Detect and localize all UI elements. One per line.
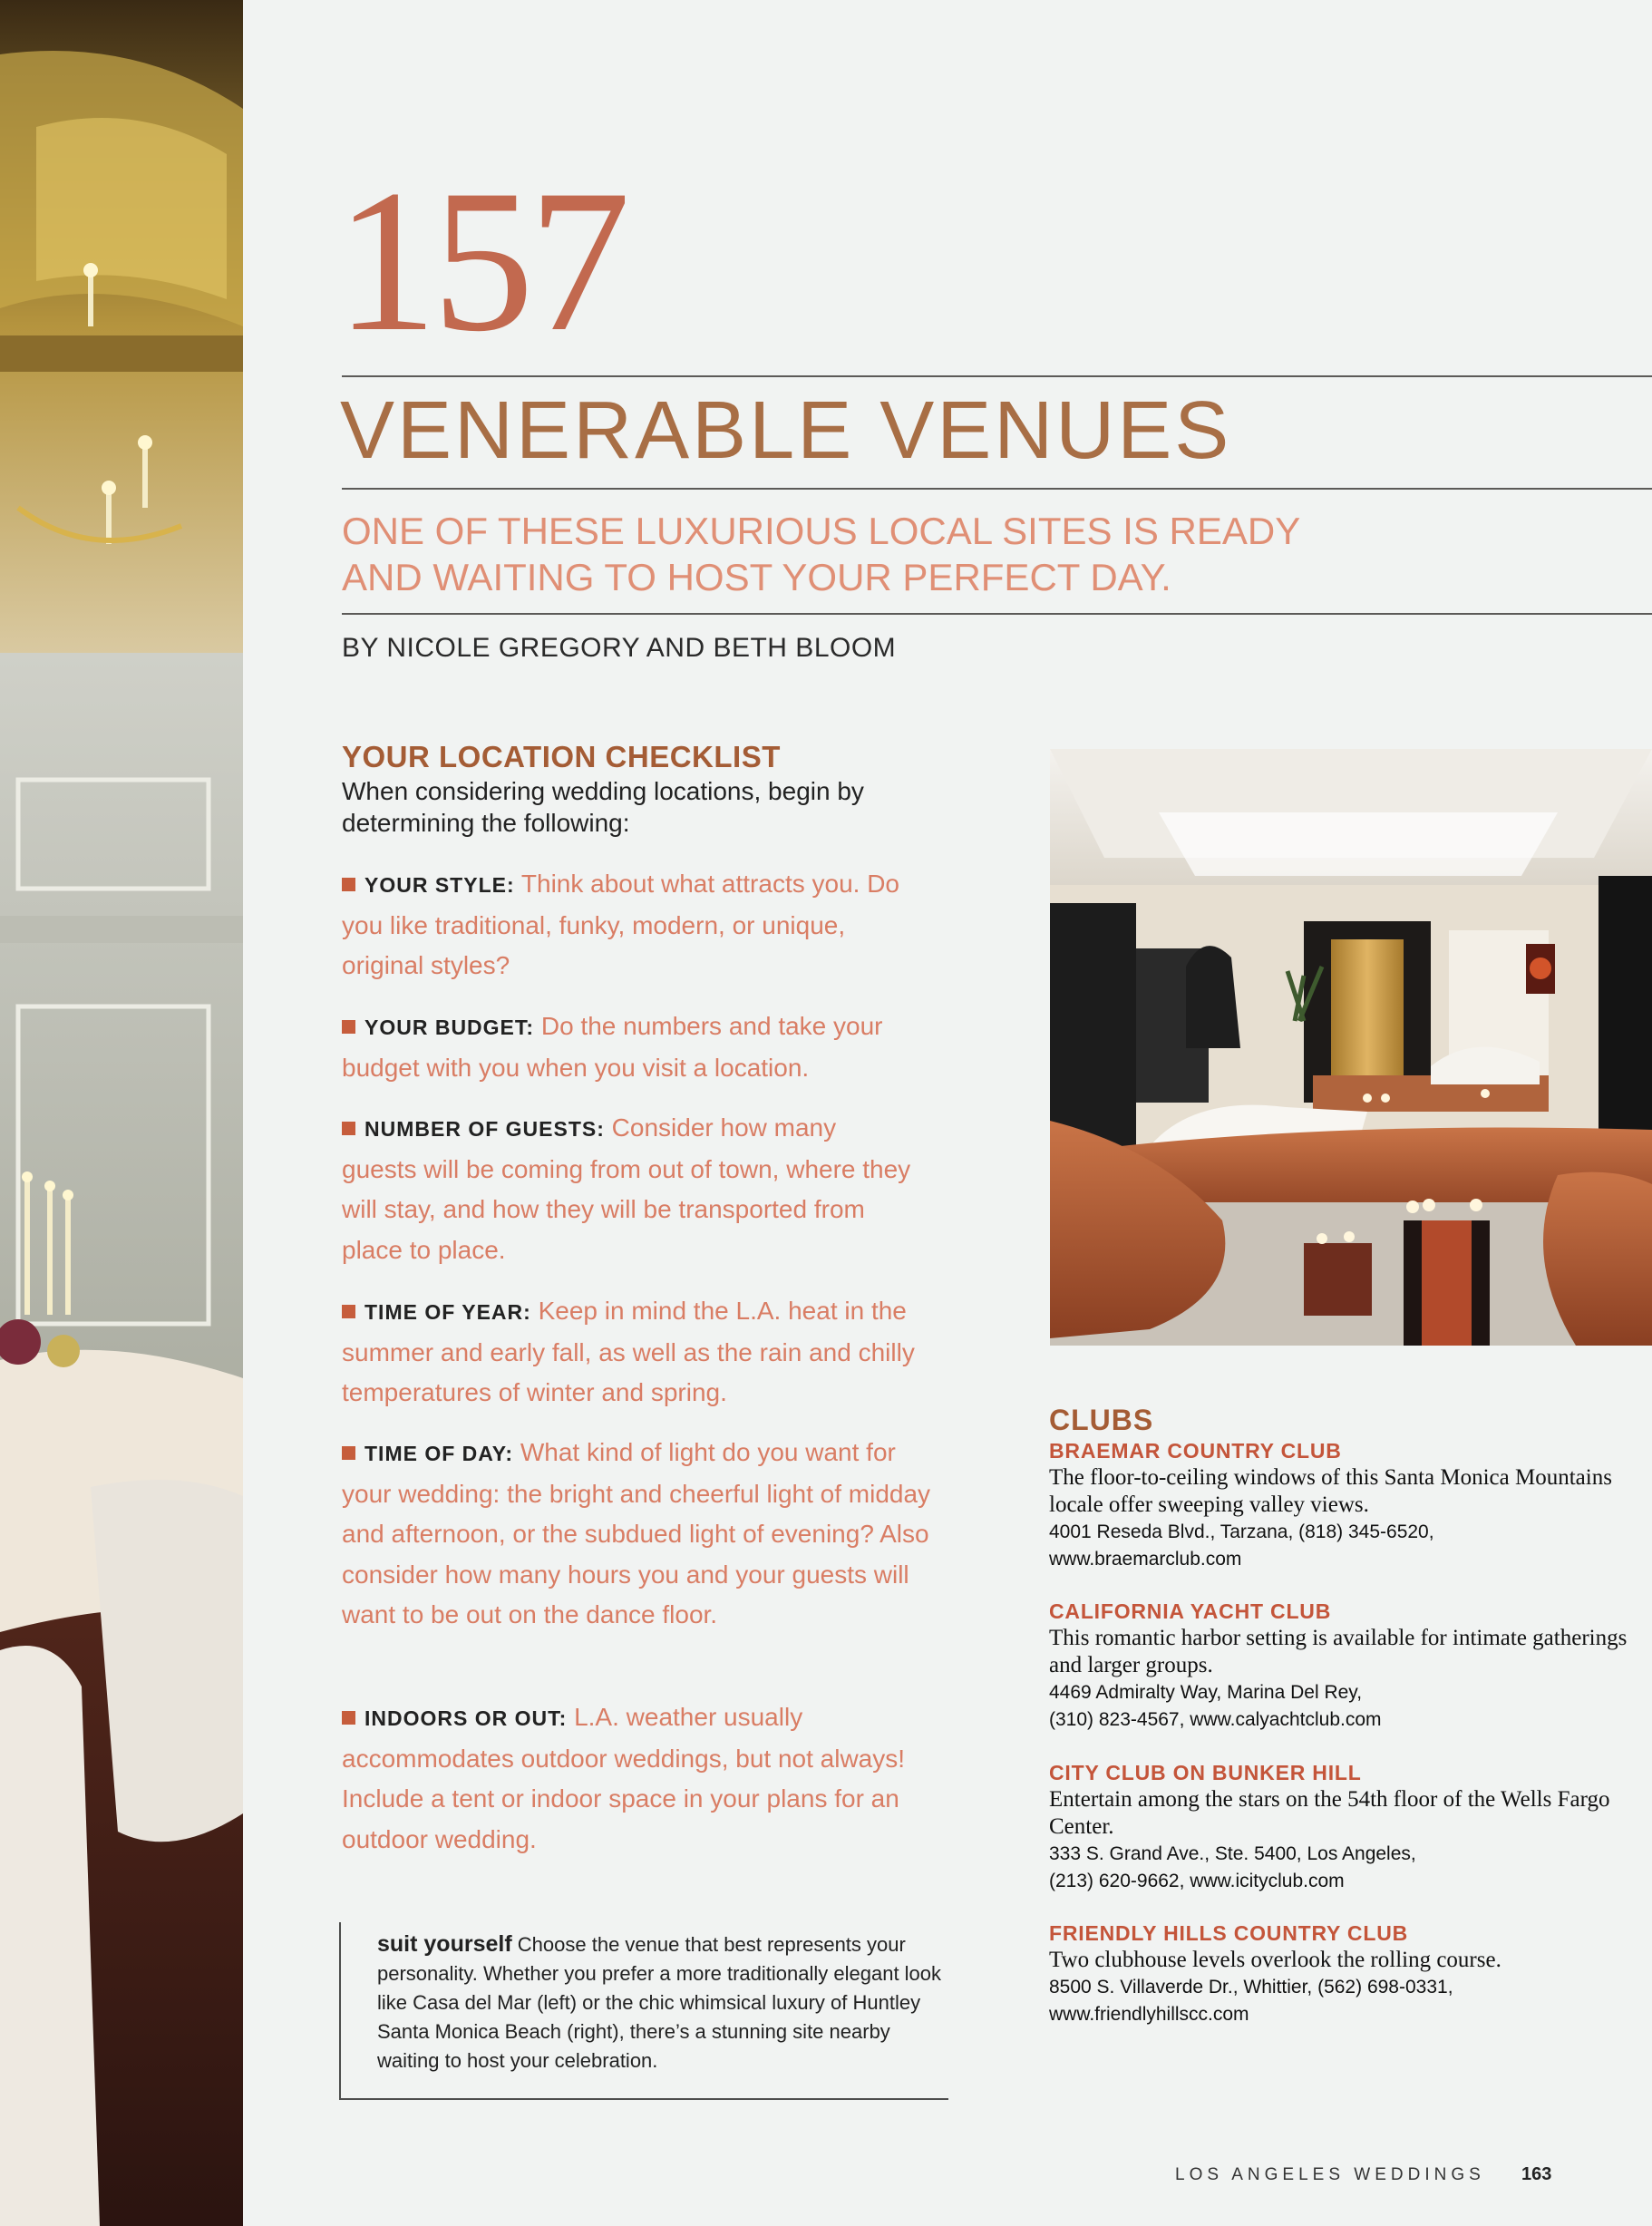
club-description: Entertain among the stars on the 54th floor of the Wells Fargo Center. bbox=[1049, 1787, 1610, 1839]
club-contact: (213) 620-9662, www.icityclub.com bbox=[1049, 1871, 1345, 1891]
club-description: The floor-to-ceiling windows of this Santa Monica Mountains locale offer sweeping valley views. bbox=[1049, 1465, 1612, 1517]
checklist-item: TIME OF DAY: What kind of light do you want for your wedding: the bright and cheerful light of midday and afternoon, or the subdued light of evening? Also consider how many hours you and your guests will want to be out on the dance floor. bbox=[342, 1438, 931, 1628]
club-listing bbox=[1049, 1598, 1652, 1734]
club-contact: www.friendlyhillscc.com bbox=[1049, 2004, 1249, 2025]
article-number: 157 bbox=[335, 147, 626, 374]
club-listing bbox=[1049, 1920, 1652, 2028]
byline: BY NICOLE GREGORY AND BETH BLOOM bbox=[342, 633, 897, 663]
page-number: 163 bbox=[1521, 2164, 1552, 2184]
club-name: CALIFORNIA YACHT CLUB bbox=[1049, 1599, 1332, 1623]
club-description: This romantic harbor setting is available for intimate gatherings and larger groups. bbox=[1049, 1626, 1628, 1677]
folio: LOS ANGELES WEDDINGS bbox=[1175, 2165, 1485, 2184]
club-listing bbox=[1049, 1759, 1652, 1895]
square-bullet-icon bbox=[342, 1020, 355, 1034]
club-name: CITY CLUB ON BUNKER HILL bbox=[1049, 1761, 1362, 1784]
ballroom-photo bbox=[0, 0, 243, 2226]
club-name: FRIENDLY HILLS COUNTRY CLUB bbox=[1049, 1921, 1409, 1945]
square-bullet-icon bbox=[342, 1122, 355, 1135]
square-bullet-icon bbox=[342, 878, 355, 891]
club-address: 333 S. Grand Ave., Ste. 5400, Los Angeles, bbox=[1049, 1843, 1416, 1864]
checklist-item: TIME OF YEAR: Keep in mind the L.A. heat in the summer and early fall, as well as the rain and chilly temperatures of winter and spring. bbox=[342, 1297, 915, 1406]
square-bullet-icon bbox=[342, 1305, 355, 1318]
checklist-item: NUMBER OF GUESTS: Consider how many guests will be coming from out of town, where they will stay, and how they will be transported from place to place. bbox=[342, 1113, 911, 1264]
checklist-item: YOUR BUDGET: Do the numbers and take your budget with you when you visit a location. bbox=[342, 1012, 883, 1082]
clubs-heading: CLUBS bbox=[1049, 1404, 1154, 1436]
article-title: VENERABLE VENUES bbox=[340, 385, 1232, 476]
subtitle-line: AND WAITING TO HOST YOUR PERFECT DAY. bbox=[342, 556, 1171, 598]
caption-text: Choose the venue that best represents your personality. Whether you prefer a more traditionally elegant look like Casa del Mar (left) or the chic whimsical luxury of Huntley Santa Monica Beach (right), there’s a stunning site nearby waiting to host your celebration. bbox=[377, 1933, 942, 2072]
club-contact: (310) 823-4567, www.calyachtclub.com bbox=[1049, 1709, 1382, 1730]
club-name: BRAEMAR COUNTRY CLUB bbox=[1049, 1439, 1342, 1463]
checklist-item: INDOORS OR OUT: L.A. weather usually accommodates outdoor weddings, but not always! Include a tent or indoor space in your plans for an outdoor wedding. bbox=[342, 1703, 906, 1853]
divider bbox=[342, 613, 1652, 615]
caption-lead: suit yourself bbox=[377, 1931, 512, 1957]
lounge-photo bbox=[1050, 749, 1652, 1346]
club-listing bbox=[1049, 1437, 1652, 1573]
divider bbox=[342, 375, 1652, 377]
square-bullet-icon bbox=[342, 1446, 355, 1460]
checklist-heading: YOUR LOCATION CHECKLIST bbox=[342, 740, 781, 773]
club-address: 4469 Admiralty Way, Marina Del Rey, bbox=[1049, 1682, 1363, 1703]
club-description: Two clubhouse levels overlook the rolling course. bbox=[1049, 1948, 1501, 1972]
square-bullet-icon bbox=[342, 1711, 355, 1725]
club-address: 4001 Reseda Blvd., Tarzana, (818) 345-6520, bbox=[1049, 1521, 1434, 1542]
checklist-item: YOUR STYLE: Think about what attracts you. Do you like traditional, funky, modern, or unique, original styles? bbox=[342, 870, 900, 979]
subtitle bbox=[342, 508, 1339, 600]
club-contact: www.braemarclub.com bbox=[1049, 1549, 1242, 1570]
checklist-intro: When considering wedding locations, begin by determining the following: bbox=[342, 777, 864, 837]
photo-caption bbox=[339, 1922, 948, 2100]
divider bbox=[342, 488, 1652, 490]
club-address: 8500 S. Villaverde Dr., Whittier, (562) 698-0331, bbox=[1049, 1977, 1453, 1998]
subtitle-line: ONE OF THESE LUXURIOUS LOCAL SITES IS READY bbox=[342, 510, 1301, 552]
